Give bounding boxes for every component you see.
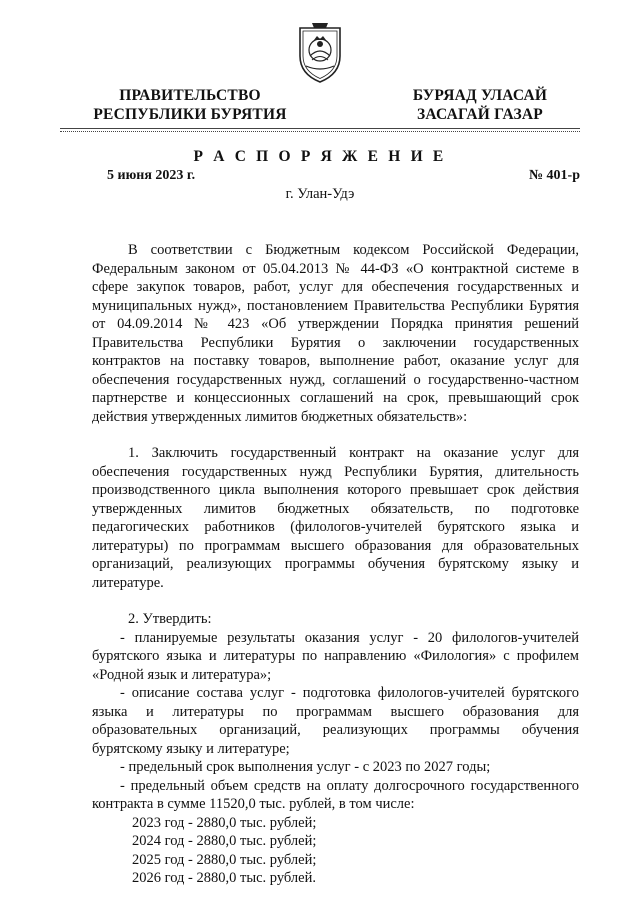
issuer-org-bua-line-1: БУРЯАД УЛАСАЙ xyxy=(412,87,548,104)
budget-year-line: 2026 год - 2880,0 тыс. рублей. xyxy=(132,870,316,886)
document-date: 5 июня 2023 г. xyxy=(107,168,196,183)
issuer-org-bua-line-2: ЗАСАГАЙ ГАЗАР xyxy=(417,106,543,123)
budget-year-line: 2025 год - 2880,0 тыс. рублей; xyxy=(132,851,317,868)
item-2-list-item: - планируемые результаты оказания услуг - 20 филологов-учителей бурятского языка и литературы по направлению «Филология» с профилем «Родной язык и литература»; xyxy=(92,629,579,683)
issuer-org-name-bua xyxy=(395,86,565,124)
issuer-org-line-1: ПРАВИТЕЛЬСТВО xyxy=(119,87,261,104)
buryatia-coat-of-arms-icon xyxy=(296,22,344,84)
header-divider-dotted xyxy=(60,131,580,132)
header-divider-solid xyxy=(60,128,580,129)
issuer-org-line-2: РЕСПУБЛИКИ БУРЯТИЯ xyxy=(93,106,287,123)
item-2-list-item: - предельный срок выполнения услуг - с 2023 по 2027 годы; xyxy=(120,759,491,775)
budget-year-line: 2023 год - 2880,0 тыс. рублей; xyxy=(132,814,317,831)
issuer-org-name-ru xyxy=(80,86,300,124)
document-city: г. Улан-Удэ xyxy=(285,186,355,202)
budget-year-line: 2024 год - 2880,0 тыс. рублей; xyxy=(132,833,317,849)
document-type-title: Р А С П О Р Я Ж Е Н И Е xyxy=(193,148,447,165)
item-1-paragraph: 1. Заключить государственный контракт на оказание услуг для обеспечения государственных нужд Республики Бурятия, длительность производственного цикла выполнения которого превышает срок действия утвержденных лимитов бюджетных обязательств, по подготовке педагогических работников (филологов-учителей бурятского языка и литературы) по программам высшего образования для образовательных организаций, реализующих программы обучения бурятскому языку и литературе. xyxy=(92,445,579,591)
item-2-title: 2. Утвердить: xyxy=(128,611,212,627)
document-number: № 401-р xyxy=(528,168,580,183)
item-2-list-item: - предельный объем средств на оплату долгосрочного государственного контракта в сумме 11520,0 тыс. рублей, в том числе: xyxy=(92,777,579,812)
document-body xyxy=(92,241,579,888)
item-2-list-item: - описание состава услуг - подготовка филологов-учителей бурятского языка и литературы по программам высшего образования для образовательных организаций, реализующих программы обучения бурятскому языку и литературе; xyxy=(92,685,579,757)
preamble-paragraph: В соответствии с Бюджетным кодексом Российской Федерации, Федеральным законом от 05.04.2013 № 44-ФЗ «О контрактной системе в сфере закупок товаров, работ, услуг для обеспечения государственных и муниципальных нужд», постановлением Правительства Республики Бурятия от 04.09.2014 № 423 «Об утверждении Порядка принятия решений Правительства Республики Бурятия о заключении государственных контрактов на поставку товаров, выполнение работ, оказание услуг для обеспечения государственных нужд, соглашений о государственно-частном партнерстве и концессионных соглашений на срок, превышающий срок действия утвержденных лимитов бюджетных обязательств»: xyxy=(92,242,579,425)
